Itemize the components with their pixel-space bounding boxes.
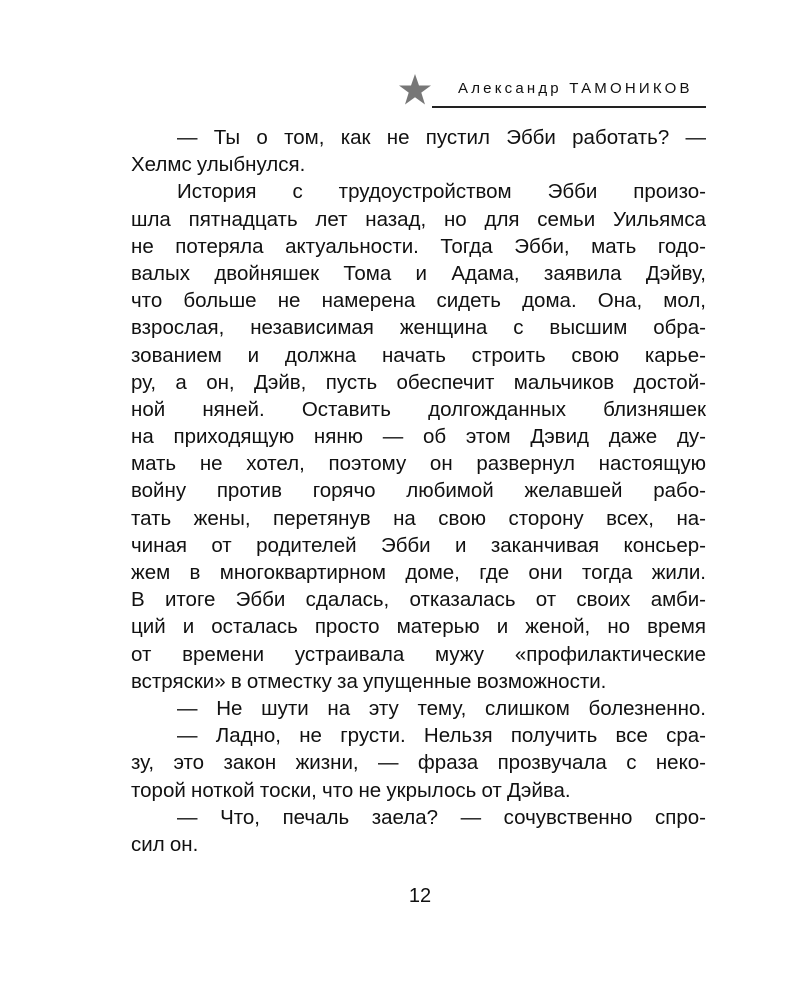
text-line: В итоге Эбби сдалась, отказалась от своих амби- [131, 588, 706, 612]
text-line: шла пятнадцать лет назад, но для семьи Уильямса [131, 207, 706, 231]
text-line: жем в многоквартирном доме, где они тогда жили. [131, 561, 706, 584]
star-icon [398, 73, 432, 107]
text-line: что больше не намерена сидеть дома. Она, мол, [131, 289, 706, 313]
text-line: — Что, печаль заела? — сочувственно спро- [177, 805, 706, 829]
text-line: на приходящую няню — об этом Дэвид даже ду- [131, 425, 706, 449]
text-line: валых двойняшек Тома и Адама, заявила Дэйву, [131, 261, 706, 285]
text-line: тать жены, перетянув на свою сторону всех, на- [131, 506, 706, 530]
text-line: взрослая, независимая женщина с высшим обра- [131, 316, 706, 340]
text-line: ций и осталась просто матерью и женой, но время [131, 615, 706, 639]
text-line: чиная от родителей Эбби и заканчивая консьер- [131, 533, 706, 557]
text-line: торой ноткой тоски, что не укрылось от Дэйва. [131, 778, 571, 802]
text-line: сил он. [131, 832, 199, 856]
author-name: Александр ТАМОНИКОВ [458, 80, 693, 97]
text-line: История с трудоустройством Эбби произо- [177, 180, 706, 204]
text-line: — Ты о том, как не пустил Эбби работать? — [177, 126, 706, 149]
text-line: — Ладно, не грусти. Нельзя получить все сра- [177, 724, 706, 748]
text-line: мать не хотел, поэтому он развернул настоящую [131, 452, 706, 476]
page-number: 12 [408, 885, 432, 907]
running-header [398, 70, 706, 110]
text-line: войну против горячо любимой желавшей рабо- [131, 479, 706, 503]
text-line: зованием и должна начать строить свою карье- [131, 343, 706, 367]
text-line: Хелмс улыбнулся. [131, 153, 306, 177]
text-line: от времени устраивала мужу «профилактические [131, 642, 706, 666]
text-line: не потеряла актуальности. Тогда Эбби, мать годо- [131, 234, 706, 258]
text-line: зу, это закон жизни, — фраза прозвучала с неко- [131, 751, 706, 775]
text-line: ной няней. Оставить долгожданных близняшек [131, 397, 706, 421]
text-line: встряски» в отместку за упущенные возможности. [131, 669, 607, 693]
header-rule [432, 106, 706, 108]
body-text [131, 124, 706, 858]
text-line: — Не шути на эту тему, слишком болезненно. [177, 696, 706, 720]
text-line: ру, а он, Дэйв, пусть обеспечит мальчиков достой- [131, 370, 706, 394]
